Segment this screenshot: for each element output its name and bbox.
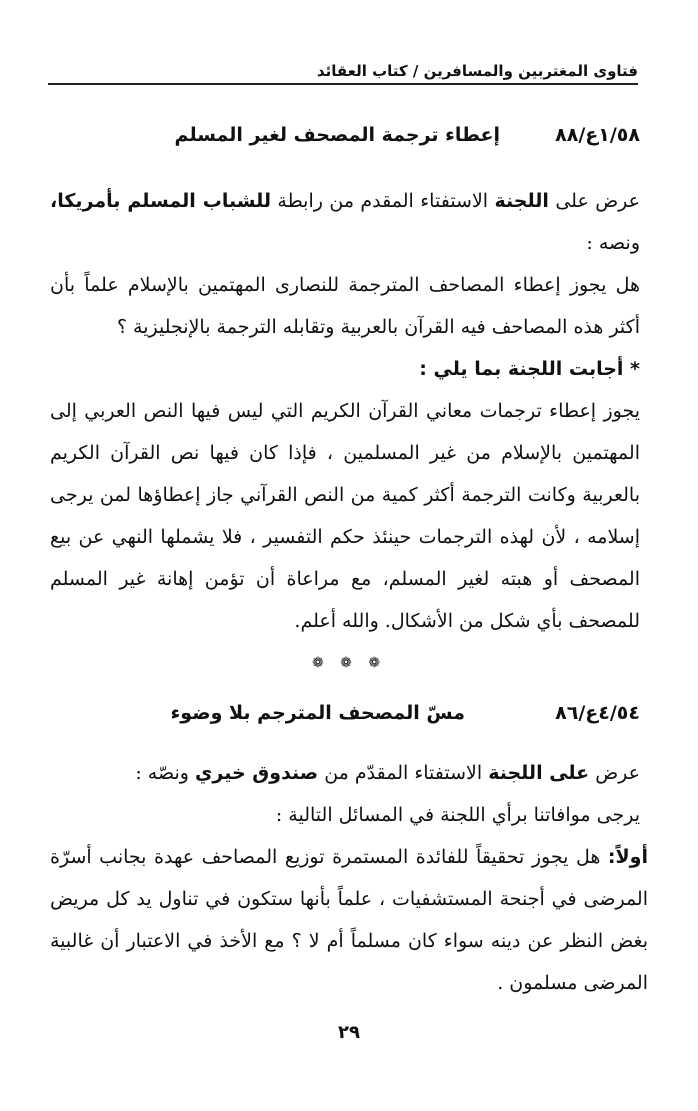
section2-title-row bbox=[50, 702, 640, 738]
first-label: أولاً: bbox=[607, 846, 648, 868]
intro-bold-committee: اللجنة bbox=[494, 190, 549, 212]
section2-number: ٤/٥٤ع/٨٦ bbox=[555, 702, 640, 724]
intro-bold-committee: على اللجنة bbox=[488, 762, 590, 784]
intro-text: ونصّه : bbox=[135, 762, 195, 784]
section1-answer: يجوز إعطاء ترجمات معاني القرآن الكريم التي ليس فيها النص العربي إلى المهتمين بالإسلام من غير المسلمين ، فإذا كان فيها نص القرآن الكريم بالعربية وكانت الترجمة أكثر كمية من النص القرآني جاز إعطاؤها لمن يرجى إسلامه ، لأن لهذه الترجمات حينئذ حكم التفسير ، فلا يشملها النهي عن بيع المصحف أو هبته لغير المسلم، مع مراعاة أن تؤمن إهانة غير المسلم للمصحف بأي شكل من الأشكال. والله أعلم. bbox=[50, 400, 640, 632]
ornament-divider: ❁ ❁ ❁ bbox=[311, 655, 387, 671]
intro-text: الاستفتاء المقدّم من bbox=[318, 762, 489, 784]
section1-number: ١/٥٨ع/٨٨ bbox=[555, 124, 640, 146]
intro-text: الاستفتاء المقدم من رابطة bbox=[270, 190, 495, 212]
intro-text: عرض على bbox=[548, 190, 640, 212]
intro-text: ونصه : bbox=[586, 232, 640, 254]
intro-bold-org: صندوق خيري bbox=[194, 762, 319, 784]
section1-answer-heading: * أجابت اللجنة بما يلي : bbox=[419, 358, 640, 380]
section1-intro bbox=[50, 180, 640, 264]
section2-intro bbox=[50, 752, 640, 794]
page-number: ٢٩ bbox=[338, 1022, 360, 1043]
running-header: فتاوى المغتربين والمسافرين / كتاب العقائد bbox=[48, 62, 638, 85]
intro-bold-org: للشباب المسلم بأمريكا، bbox=[50, 190, 271, 212]
first-text: هل يجوز تحقيقاً للفائدة المستمرة توزيع المصاحف عهدة بجانب أسرّة المرضى في أجنحة المستشفيات ، علماً بأنها ستكون في تناول يد كل مريض بغض النظر عن دينه سواء كان مسلماً أم لا ؟ مع الأخذ في الاعتبار أن غالبية المرضى مسلمون . bbox=[50, 846, 648, 994]
section1-title: إعطاء ترجمة المصحف لغير المسلم bbox=[174, 124, 500, 146]
intro-text: عرض bbox=[589, 762, 640, 784]
section1-title-row bbox=[50, 124, 640, 160]
section2-first-question bbox=[50, 836, 648, 1004]
section2-title: مسّ المصحف المترجم بلا وضوء bbox=[170, 702, 465, 724]
section1-question: هل يجوز إعطاء المصاحف المترجمة للنصارى المهتمين بالإسلام علماً بأن أكثر هذه المصاحف فيه القرآن بالعربية وتقابله الترجمة بالإنجليزية ؟ bbox=[50, 274, 640, 338]
section2-request: يرجى موافاتنا برأي اللجنة في المسائل التالية : bbox=[275, 804, 640, 826]
